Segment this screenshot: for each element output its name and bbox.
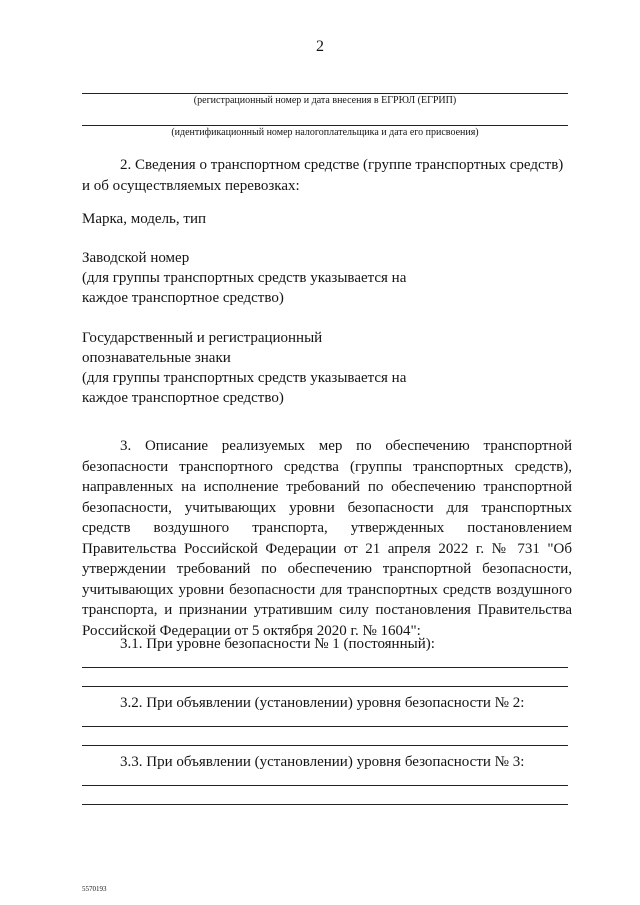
page-number: 2: [316, 38, 324, 55]
inn-field-line: [82, 125, 568, 126]
registration-marks-label-line-2: опознавательные знаки: [82, 350, 231, 366]
registration-marks-label-line-1: Государственный и регистрационный: [82, 330, 323, 346]
egrul-field-line: [82, 93, 568, 94]
registration-marks-note-line-1: (для группы транспортных средств указывается на: [82, 370, 407, 386]
serial-number-note-line-1: (для группы транспортных средств указывается на: [82, 270, 407, 286]
security-level-1-field-line-2: [82, 686, 568, 687]
registration-marks-note-line-2: каждое транспортное средство): [82, 390, 284, 406]
security-level-1-label: 3.1. При уровне безопасности № 1 (постоянный):: [120, 636, 435, 652]
brand-model-label: Марка, модель, тип: [82, 211, 206, 227]
security-level-2-field-line-1: [82, 726, 568, 727]
section-3-description: 3. Описание реализуемых мер по обеспечению транспортной безопасности транспортного средства (группы транспортных средств), направленных на исполнение требований по обеспечению транспортной безопасности, учитывающих уровни безопасности для транспортных средств воздушного транспорта, утвержденных постановлением Правительства Российской Федерации от 21 апреля 2022 г. № 731 "Об утверждении требований по обеспечению транспортной безопасности, учитывающих уровни безопасности для транспортных средств воздушного транспорта, и признании утратившим силу постановления Правительства Российской Федерации от 5 октября 2020 г. № 1604":: [82, 438, 572, 639]
security-level-3-label: 3.3. При объявлении (установлении) уровня безопасности № 3:: [120, 754, 525, 770]
section-2-heading: 2. Сведения о транспортном средстве (группе транспортных средств) и об осуществляемых перевозках:: [82, 157, 564, 194]
inn-caption: (идентификационный номер налогоплательщика и дата его присвоения): [171, 127, 479, 138]
serial-number-note-line-2: каждое транспортное средство): [82, 290, 284, 306]
document-code: 5570193: [82, 885, 107, 893]
security-level-2-field-line-2: [82, 745, 568, 746]
security-level-2-label: 3.2. При объявлении (установлении) уровня безопасности № 2:: [120, 695, 525, 711]
security-level-1-field-line-1: [82, 667, 568, 668]
serial-number-label: Заводской номер: [82, 250, 190, 266]
egrul-caption: (регистрационный номер и дата внесения в ЕГРЮЛ (ЕГРИП): [193, 95, 457, 106]
security-level-3-field-line-1: [82, 785, 568, 786]
security-level-3-field-line-2: [82, 804, 568, 805]
